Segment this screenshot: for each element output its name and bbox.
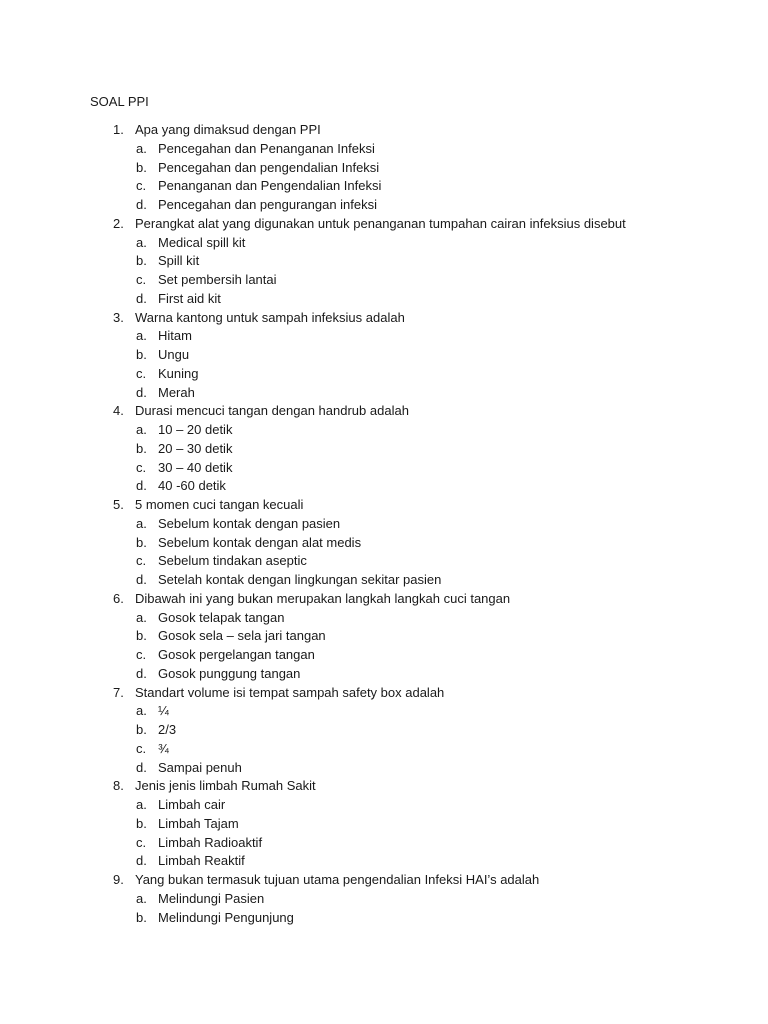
option-text: Ungu <box>158 347 190 362</box>
option-letter: a. <box>136 797 147 812</box>
option-letter: c. <box>136 740 147 756</box>
option-list <box>0 421 768 496</box>
option-text: Merah <box>158 384 195 400</box>
option-text: Spill kit <box>158 253 200 269</box>
option-letter: b. <box>136 909 147 925</box>
option-letter: a. <box>136 515 147 531</box>
option-item <box>0 140 768 159</box>
option-letter: a. <box>136 328 147 344</box>
option-letter: d. <box>136 572 147 587</box>
option-text: Limbah Tajam <box>158 815 239 831</box>
option-item <box>0 646 768 665</box>
option-letter: b. <box>136 628 147 644</box>
option-letter: b. <box>136 815 147 831</box>
option-item <box>0 909 768 928</box>
option-text: Limbah Radioaktif <box>158 834 263 850</box>
question-number: 3. <box>113 309 124 325</box>
option-letter: d. <box>136 759 147 775</box>
question-row <box>0 215 768 234</box>
option-letter: b. <box>136 534 147 550</box>
question-row <box>0 121 768 140</box>
question-number: 6. <box>113 590 124 606</box>
option-item <box>0 852 768 871</box>
option-item <box>0 721 768 740</box>
question-number: 7. <box>113 684 124 700</box>
option-letter: c. <box>136 647 147 662</box>
question-row <box>0 402 768 421</box>
option-letter: b. <box>136 253 147 269</box>
option-item <box>0 271 768 290</box>
option-text: First aid kit <box>158 290 221 306</box>
option-text: Gosok telapak tangan <box>158 609 285 625</box>
option-letter: b. <box>136 159 147 175</box>
option-text: Pencegahan dan pengurangan infeksi <box>158 197 378 212</box>
option-item <box>0 740 768 759</box>
question-item <box>0 215 768 309</box>
option-text: Setelah kontak dengan lingkungan sekitar pasien <box>158 572 442 587</box>
question-row <box>0 309 768 328</box>
option-item <box>0 796 768 815</box>
question-row <box>0 684 768 703</box>
question-row <box>0 496 768 515</box>
option-text: Hitam <box>158 328 192 344</box>
question-text: Standart volume isi tempat sampah safety box adalah <box>135 684 445 700</box>
option-item <box>0 459 768 478</box>
option-text: Pencegahan dan Penanganan Infeksi <box>158 140 375 156</box>
option-letter: d. <box>136 384 147 400</box>
question-text: Yang bukan termasuk tujuan utama pengendalian Infeksi HAI’s adalah <box>135 872 540 887</box>
document-title: SOAL PPI <box>90 94 149 109</box>
option-letter: c. <box>136 553 147 569</box>
option-item <box>0 552 768 571</box>
question-number: 4. <box>113 403 124 419</box>
question-text: Warna kantong untuk sampah infeksius adalah <box>135 309 405 325</box>
option-letter: c. <box>136 178 147 194</box>
option-list <box>0 327 768 402</box>
question-text: Dibawah ini yang bukan merupakan langkah langkah cuci tangan <box>135 590 511 606</box>
question-text: Perangkat alat yang digunakan untuk penanganan tumpahan cairan infeksius disebut <box>135 215 626 231</box>
option-item <box>0 196 768 215</box>
question-item <box>0 402 768 496</box>
option-text: Medical spill kit <box>158 234 246 250</box>
option-list <box>0 515 768 590</box>
option-item <box>0 384 768 403</box>
option-letter: a. <box>136 422 147 437</box>
option-letter: a. <box>136 234 147 250</box>
question-number: 8. <box>113 778 124 794</box>
option-text: Sebelum tindakan aseptic <box>158 553 307 569</box>
option-letter: d. <box>136 853 147 869</box>
option-letter: c. <box>136 459 147 475</box>
option-text: Melindungi Pasien <box>158 890 265 906</box>
question-list <box>0 121 768 927</box>
option-letter: a. <box>136 890 147 906</box>
option-letter: b. <box>136 347 147 362</box>
option-item <box>0 477 768 496</box>
option-letter: d. <box>136 290 147 306</box>
option-text: Gosok punggung tangan <box>158 665 301 681</box>
question-item <box>0 590 768 684</box>
option-item <box>0 759 768 778</box>
option-text: Limbah cair <box>158 797 226 812</box>
option-list <box>0 609 768 684</box>
option-letter: c. <box>136 272 147 287</box>
option-text: ¼ <box>158 703 169 719</box>
option-item <box>0 365 768 384</box>
option-item <box>0 890 768 909</box>
question-text: Durasi mencuci tangan dengan handrub adalah <box>135 403 409 419</box>
option-item <box>0 609 768 628</box>
option-list <box>0 234 768 309</box>
option-item <box>0 815 768 834</box>
question-number: 5. <box>113 497 124 512</box>
option-letter: a. <box>136 703 147 719</box>
option-text: Sebelum kontak dengan pasien <box>158 515 341 531</box>
question-row <box>0 590 768 609</box>
option-text: 40 -60 detik <box>158 478 226 494</box>
option-list <box>0 702 768 777</box>
option-text: Melindungi Pengunjung <box>158 909 294 925</box>
option-letter: a. <box>136 609 147 625</box>
option-item <box>0 159 768 178</box>
option-text: Kuning <box>158 365 199 381</box>
option-text: 2/3 <box>158 722 177 737</box>
question-item <box>0 309 768 403</box>
option-item <box>0 834 768 853</box>
option-letter: b. <box>136 440 147 456</box>
option-text: Limbah Reaktif <box>158 853 245 869</box>
option-item <box>0 702 768 721</box>
option-item <box>0 515 768 534</box>
option-letter: a. <box>136 140 147 156</box>
option-item <box>0 571 768 590</box>
option-item <box>0 421 768 440</box>
option-letter: d. <box>136 478 147 494</box>
question-text: 5 momen cuci tangan kecuali <box>135 497 304 512</box>
option-text: Sampai penuh <box>158 759 242 775</box>
option-letter: c. <box>136 365 147 381</box>
option-letter: d. <box>136 197 147 212</box>
question-row <box>0 777 768 796</box>
option-list <box>0 890 768 928</box>
question-number: 9. <box>113 872 124 887</box>
option-item <box>0 290 768 309</box>
option-item <box>0 234 768 253</box>
option-item <box>0 627 768 646</box>
option-item <box>0 346 768 365</box>
option-text: Set pembersih lantai <box>158 272 277 287</box>
option-letter: d. <box>136 665 147 681</box>
option-item <box>0 440 768 459</box>
question-row <box>0 871 768 890</box>
option-letter: b. <box>136 722 147 737</box>
option-item <box>0 327 768 346</box>
question-item <box>0 777 768 871</box>
question-item <box>0 684 768 778</box>
option-text: Gosok sela – sela jari tangan <box>158 628 326 644</box>
option-list <box>0 140 768 215</box>
question-item <box>0 871 768 927</box>
option-letter: c. <box>136 834 147 850</box>
option-item <box>0 252 768 271</box>
option-text: ¾ <box>158 740 169 756</box>
question-item <box>0 496 768 590</box>
option-text: Penanganan dan Pengendalian Infeksi <box>158 178 382 194</box>
option-item <box>0 665 768 684</box>
question-number: 2. <box>113 215 124 231</box>
option-text: 20 – 30 detik <box>158 440 233 456</box>
option-item <box>0 177 768 196</box>
option-text: Pencegahan dan pengendalian Infeksi <box>158 159 380 175</box>
question-item <box>0 121 768 215</box>
option-list <box>0 796 768 871</box>
option-text: Sebelum kontak dengan alat medis <box>158 534 362 550</box>
question-text: Jenis jenis limbah Rumah Sakit <box>135 778 316 794</box>
question-text: Apa yang dimaksud dengan PPI <box>135 122 321 137</box>
option-text: Gosok pergelangan tangan <box>158 647 315 662</box>
option-item <box>0 534 768 553</box>
option-text: 10 – 20 detik <box>158 422 233 437</box>
question-number: 1. <box>113 122 124 137</box>
option-text: 30 – 40 detik <box>158 459 233 475</box>
